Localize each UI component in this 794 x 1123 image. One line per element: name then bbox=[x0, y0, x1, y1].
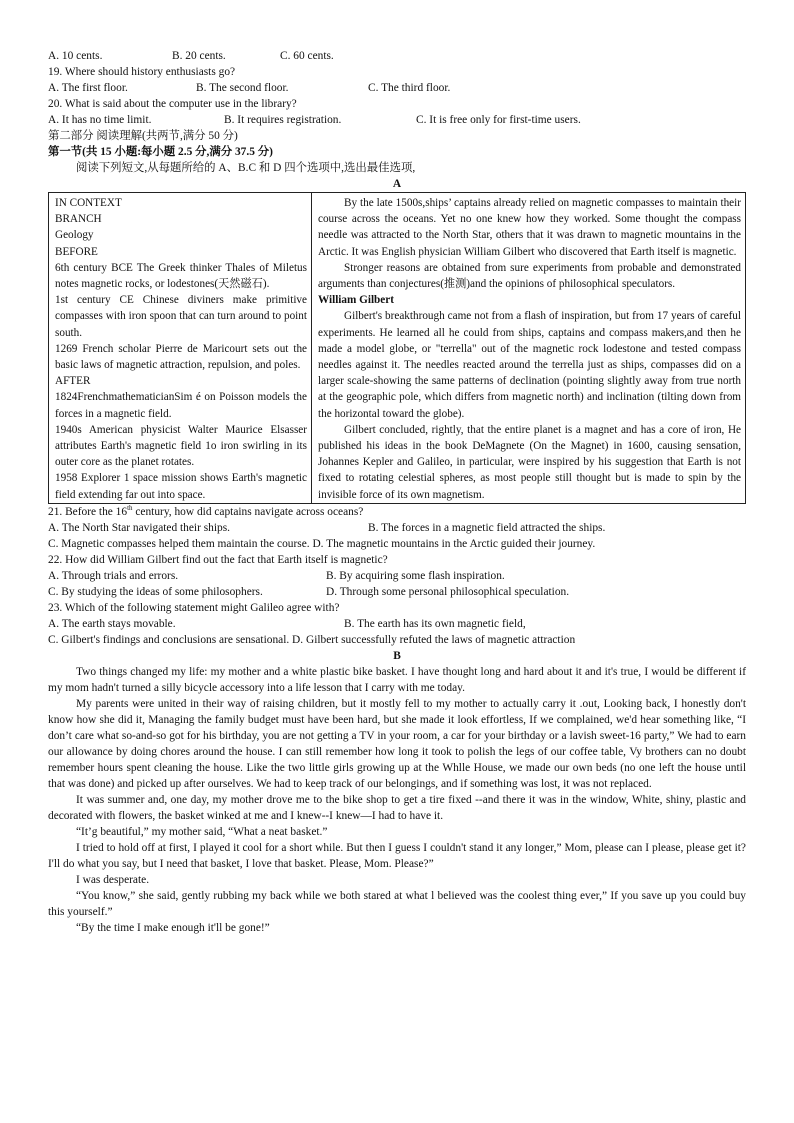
q20-option-c: C. It is free only for first-time users. bbox=[416, 114, 581, 126]
passage-b-label: B bbox=[393, 649, 401, 662]
q18-option-c: C. 60 cents. bbox=[280, 50, 334, 62]
article-column bbox=[312, 193, 746, 504]
timeline-item: 1269 French scholar Pierre de Maricourt sets out the basic laws of magnetic attraction, repulsion, and poles. bbox=[55, 342, 307, 372]
passage-b-paragraph: “You know,” she said, gently rubbing my back while we both stared at what l believed was the coolest thing ever,” If you save up you could buy this yourself.” bbox=[48, 889, 746, 918]
q18-options bbox=[48, 48, 746, 64]
q21-option-a: A. The North Star navigated their ships. bbox=[48, 521, 231, 534]
q23-option-a: A. The earth stays movable. bbox=[48, 617, 176, 630]
timeline-item: 1940s American physicist Walter Maurice Elsasser attributes Earth's magnetic field 1o iron swirling in its outer core as the planet rotates. bbox=[55, 423, 307, 469]
passage-b-paragraph: “By the time I make enough it'll be gone!” bbox=[76, 921, 270, 934]
q20-option-a: A. It has no time limit. bbox=[48, 114, 152, 126]
instruction: 阅读下列短文,从每题所给的 A、B.C 和 D 四个选项中,选出最佳选项, bbox=[76, 162, 416, 174]
before-heading: BEFORE bbox=[55, 245, 98, 258]
q20-options bbox=[48, 112, 746, 128]
q19-stem: 19. Where should history enthusiasts go? bbox=[48, 66, 236, 78]
q22-options-ab bbox=[48, 568, 746, 584]
q19-option-a: A. The first floor. bbox=[48, 82, 128, 94]
branch-value: Geology bbox=[55, 229, 94, 242]
q23-options-cd: C. Gilbert's findings and conclusions are sensational. D. Gilbert successfully refuted the laws of magnetic attraction bbox=[48, 633, 576, 646]
q22-option-c: C. By studying the ideas of some philosophers. bbox=[48, 585, 263, 598]
article-paragraph: Gilbert concluded, rightly, that the entire planet is a magnet and has a core of iron, He published his ideas in the book DeMagnete (On the Magnet) in 1600, causing sensation, Johannes Kepler and Galileo, in particular, were inspired by his suggestion that Earth is not fixed to rotating celestial spheres, as most people still thought but is made to spin by the invisible force of its own magnetism. bbox=[318, 423, 741, 501]
q23-option-b: B. The earth has its own magnetic field, bbox=[344, 617, 526, 630]
passage-a-label: A bbox=[392, 178, 402, 190]
quote-paragraph: Stronger reasons are obtained from sure experiments from probable and demonstrated arguments than conjectures(推测)and the opinions of philosophical speculators. bbox=[318, 261, 741, 291]
passage-b-paragraph: I was desperate. bbox=[76, 873, 150, 886]
q21-options-ab bbox=[48, 520, 746, 536]
timeline-item: 6th century BCE The Greek thinker Thales of Miletus notes magnetic rocks, or lodestones(天然磁石). bbox=[55, 261, 307, 291]
q20-option-b: B. It requires registration. bbox=[224, 114, 342, 126]
after-heading: AFTER bbox=[55, 375, 91, 388]
q22-option-b: B. By acquiring some flash inspiration. bbox=[326, 569, 505, 582]
passage-b-paragraph: “It’g beautiful,” my mother said, “What a neat basket.” bbox=[76, 825, 328, 838]
timeline-item: 1824FrenchmathematicianSim é on Poisson models the forces in a magnetic field. bbox=[55, 391, 307, 420]
article-paragraph: Gilbert's breakthrough came not from a flash of inspiration, but from 17 years of careful experiments. He learned all he could from ships, captains and compass makers,and then he made a model globe, or "terrella" out of the magnetic rock lodestone and tested compass needles against it. The needles reacted around the terrella just as ships, compasses did on a larger scale-showing the same patterns of declination (pointing slightly away from true north at the geographic pole, which differs from magnetic north) and inclination (tilting down from the horizontal toward the globe). bbox=[318, 310, 741, 420]
section-title: 第一节(共 15 小题:每小题 2.5 分,满分 37.5 分) bbox=[48, 146, 273, 158]
branch-heading: BRANCH bbox=[55, 213, 102, 226]
passage-b-paragraph: I tried to hold off at first, I played it cool for a short while. But then I guess I couldn't stand it any longer,” Mom, please can I please, please get it? I'll do what you say, but I need that basket, I love that basket. Please, Mom. Please?” bbox=[48, 841, 746, 870]
q23-options-ab bbox=[48, 616, 746, 632]
q22-option-d: D. Through some personal philosophical speculation. bbox=[326, 585, 570, 598]
context-heading: IN CONTEXT bbox=[55, 197, 122, 209]
q23-stem: 23. Which of the following statement might Galileo agree with? bbox=[48, 601, 340, 614]
passage-b-paragraph: Two things changed my life: my mother and a white plastic bike basket. I have thought long and hard about it and it's true, I would be different if my mom hadn't turned a silly bicycle accessory into a life lesson that I carry with me today. bbox=[48, 665, 746, 694]
q18-option-b: B. 20 cents. bbox=[172, 50, 226, 62]
q22-options-cd bbox=[48, 584, 746, 600]
article-paragraph: By the late 1500s,ships’ captains already relied on magnetic compasses to maintain their course across the oceans. Yet no one knew how they worked. Some thought the compass needle was attracted to the North Star, others that it was drawn to magnetic mountains in the Arctic. It was English physician William Gilbert who discovered that Earth itself is magnetic. bbox=[318, 197, 741, 258]
passage-b-paragraph: It was summer and, one day, my mother drove me to the bike shop to get a tire fixed --and there it was in the window, White, shiny, plastic and decorated with flowers, the basket winked at me and I knew--I knew—I had to have it. bbox=[48, 793, 746, 822]
q19-option-c: C. The third floor. bbox=[368, 82, 451, 94]
context-column bbox=[49, 193, 312, 504]
passage-a-table bbox=[48, 192, 746, 504]
timeline-item: 1st century CE Chinese diviners make primitive compasses with iron spoon that can turn around to point south. bbox=[55, 294, 307, 339]
q19-option-b: B. The second floor. bbox=[196, 82, 289, 94]
q22-option-a: A. Through trials and errors. bbox=[48, 569, 179, 582]
part-title: 第二部分 阅读理解(共两节,满分 50 分) bbox=[48, 130, 238, 142]
timeline-item: 1958 Explorer 1 space mission shows Earth's magnetic field extending far out into space. bbox=[55, 472, 307, 501]
quote-author: William Gilbert bbox=[318, 294, 394, 307]
q21-options-cd: C. Magnetic compasses helped them maintain the course. D. The magnetic mountains in the Arctic guided their journey. bbox=[48, 537, 596, 550]
q22-stem: 22. How did William Gilbert find out the fact that Earth itself is magnetic? bbox=[48, 553, 388, 566]
q19-options bbox=[48, 80, 746, 96]
q21-stem: 21. Before the 16th century, how did captains navigate across oceans? bbox=[48, 504, 364, 518]
q20-stem: 20. What is said about the computer use in the library? bbox=[48, 98, 297, 110]
passage-b-paragraph: My parents were united in their way of raising children, but it mostly fell to my mother to actually carry it .out, Looking back, I honestly don't know how she did it, Managing the family budget must have been hard, but she made it look effortless, If we complained, we'd hear something like, “I don’t care what so-and-so got for his birthday, you are not getting a TV in your room, a car for your birthday or a lavish sweet-16 party,” We had to earn our allowance by doing chores around the house. I can still remember how long it took to polish the legs of our coffee table, Vy brothers can no doubt remember hours spent cleaning the house. Like the two little girls growing up at the Whlle House, we made our own beds (no one left the house until that was done) and picked up after ourselves. We had to keep track of our belongings, and if something was lost, it was not replaced. bbox=[48, 697, 746, 790]
q18-option-a: A. 10 cents. bbox=[48, 50, 103, 62]
exam-page bbox=[48, 48, 746, 936]
q21-option-b: B. The forces in a magnetic field attracted the ships. bbox=[368, 521, 606, 534]
